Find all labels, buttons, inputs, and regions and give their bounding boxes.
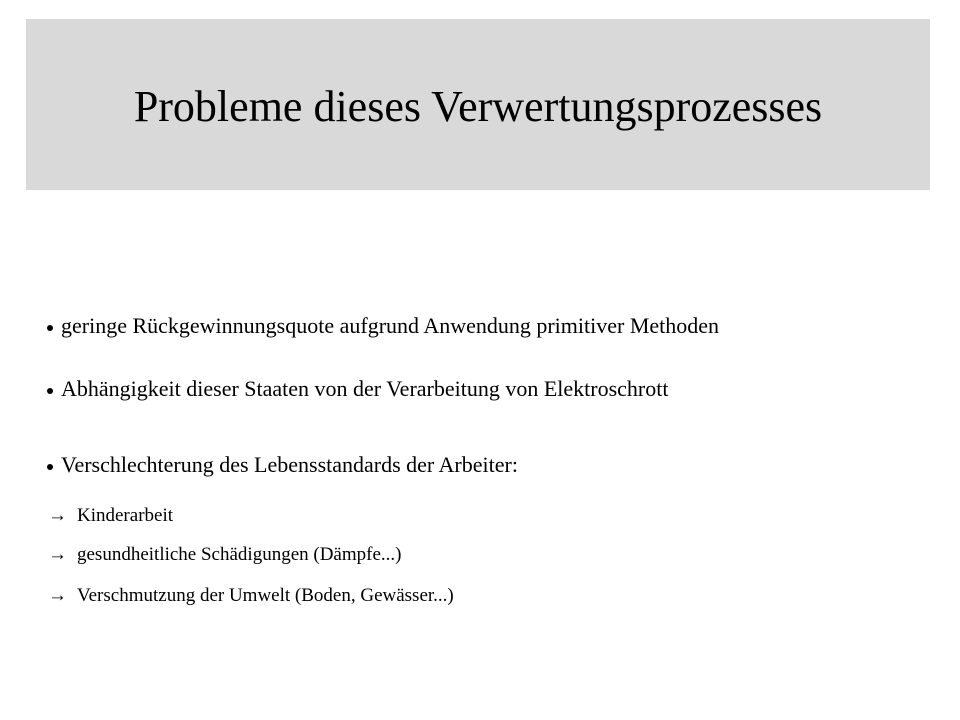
bullet-dot-icon bbox=[47, 325, 53, 331]
sub-item-text: gesundheitliche Schädigungen (Dämpfe...) bbox=[77, 544, 402, 565]
sub-item-child-labor bbox=[48, 505, 173, 527]
arrow-right-icon: → bbox=[48, 544, 67, 565]
bullet-item-recovery-rate bbox=[47, 313, 719, 339]
title-banner bbox=[26, 19, 930, 190]
arrow-right-icon: → bbox=[48, 505, 67, 526]
sub-item-health-damage bbox=[48, 544, 401, 566]
bullet-dot-icon bbox=[47, 388, 53, 394]
sub-item-text: Verschmutzung der Umwelt (Boden, Gewässer...) bbox=[77, 585, 454, 606]
slide-title: Probleme dieses Verwertungsprozesses bbox=[133, 82, 823, 131]
sub-item-text: Kinderarbeit bbox=[77, 505, 174, 526]
arrow-right-icon: → bbox=[48, 585, 67, 606]
bullet-text: Abhängigkeit dieser Staaten von der Verarbeitung von Elektroschrott bbox=[61, 376, 669, 401]
bullet-item-living-standards bbox=[47, 452, 518, 478]
sub-item-pollution bbox=[48, 585, 454, 607]
bullet-dot-icon bbox=[47, 464, 53, 470]
bullet-text: geringe Rückgewinnungsquote aufgrund Anwendung primitiver Methoden bbox=[61, 313, 720, 338]
bullet-text: Verschlechterung des Lebensstandards der Arbeiter: bbox=[61, 452, 518, 477]
bullet-item-dependency bbox=[47, 376, 668, 402]
